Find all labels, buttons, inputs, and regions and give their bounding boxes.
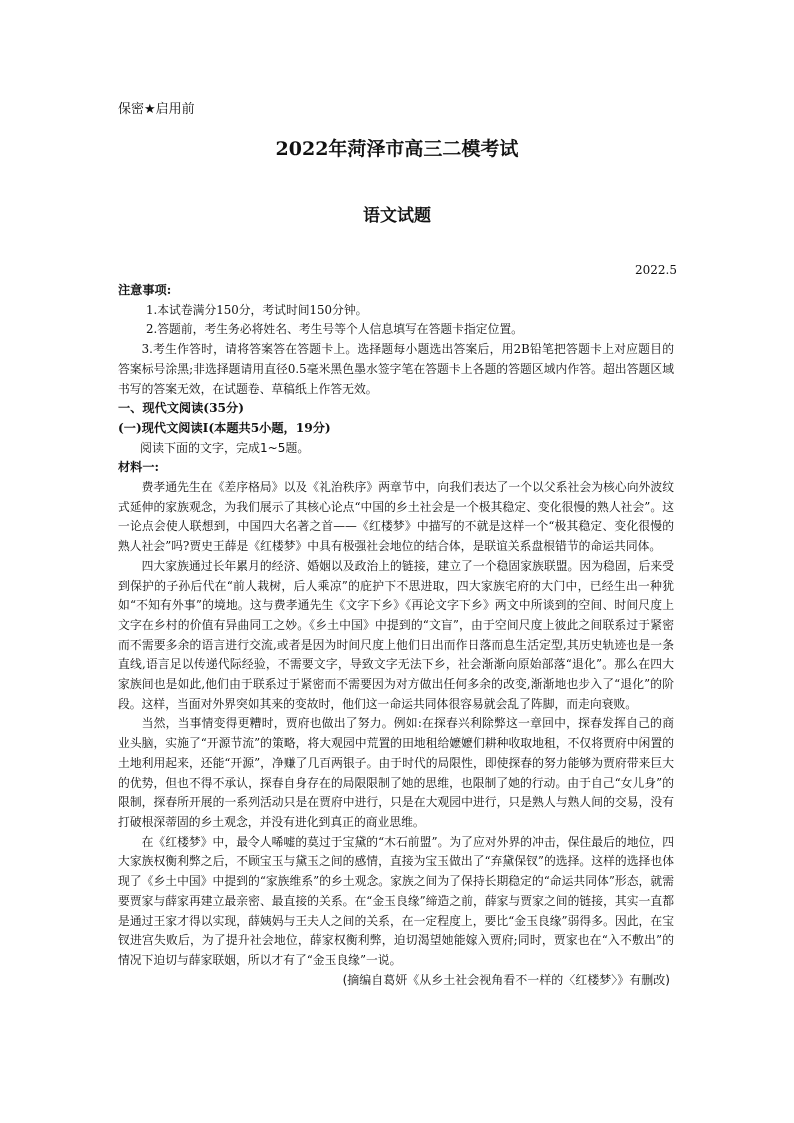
notice-item-1: 1.本试卷满分150分，考试时间150分钟。 — [146, 302, 368, 317]
notice-heading: 注意事项: — [118, 283, 172, 297]
notice-item-3: 3.考生作答时，请将答案答在答题卡上。选择题每小题选出答案后，用2B铅笔把答题卡上对应题目的答案标号涂黑;非选择题请用直径0.5毫米黑色墨水签字笔在答题卡上各题的答题区域内作答。超出答题区域书写的答案无效，在试题卷、草稿纸上作答无效。 — [118, 342, 674, 396]
material-source: (摘编自葛妍《从乡土社会视角看不一样的〈红楼梦〉》有删改) — [342, 972, 670, 987]
notice-item-2: 2.答题前，考生务必将姓名、考生号等个人信息填写在答题卡指定位置。 — [146, 322, 523, 337]
sub-section-heading: (一)现代文阅读Ⅰ(本题共5小题，19分) — [118, 420, 331, 435]
exam-subtitle: 语文试题 — [363, 206, 431, 226]
exam-title: 2022年菏泽市高三二模考试 — [275, 138, 519, 160]
confidential-label: 保密★启用前 — [118, 102, 195, 117]
material-paragraph-3: 当然，当事情变得更糟时，贾府也做出了努力。例如:在探春兴利除弊这一章回中，探春发挥自己的商业头脑，实施了“开源节流”的策略，将大观园中荒置的田地租给嬷嬷们耕种收取地租，不仅将贾府中闲置的土地利用起来，还能“开源”，净赚了几百两银子。由于时代的局限性，即使探春的努力能够为贾府带来巨大的优势，但也不得不承认，探春自身存在的局限限制了她的思维，也限制了她的行动。由于自己“女儿身”的限制，探春所开展的一系列活动只是在贾府中进行，只是在大观园中进行，只是熟人与熟人间的交易，没有打破根深蒂固的乡土观念，并没有进化到真正的商业思维。 — [118, 716, 674, 829]
material-paragraph-4: 在《红楼梦》中，最令人唏嘘的莫过于宝黛的“木石前盟”。为了应对外界的冲击，保住最后的地位，四大家族权衡利弊之后，不顾宝玉与黛玉之间的感情，直接为宝玉做出了“弃黛保钗”的选择。这样的选择也体现了《乡土中国》中提到的“家族维系”的乡土观念。家族之间为了保持长期稳定的“命运共同体”形态，就需要贾家与薛家再建立最亲密、最直接的关系。在“金玉良缘”缔造之前，薛家与贾家之间的链接，其实一直都是通过王家才得以实现，薛姨妈与王夫人之间的关系，在一定程度上，要比“金玉良缘”弱得多。因此，在宝钗进宫失败后，为了提升社会地位，薛家权衡利弊，迫切渴望她能嫁入贾府;同时，贾家也在“入不敷出”的情况下迫切与薛家联姻，所以才有了“金玉良缘”一说。 — [118, 834, 674, 967]
material-paragraph-2: 四大家族通过长年累月的经济、婚姻以及政治上的链接，建立了一个稳固家族联盟。因为稳固，后来受到保护的子孙后代在“前人栽树，后人乘凉”的庇护下不思进取，四大家族宅府的大门中，已经生出一种犹如“不知有外事”的境地。这与费孝通先生《文字下乡》《再论文字下乡》两文中所谈到的空间、时间尺度上文字在乡村的价值有异曲同工之妙。《乡土中国》中提到的“文盲”，由于空间尺度上彼此之间联系过于紧密而不需要多余的语言进行交流,或者是因为时间尺度上他们日出而作日落而息生活定型,其历史轨迹也是一条直线,语言足以传递代际经验，不需要文字，导致文字无法下乡，社会渐渐向原始部落“退化”。那么在四大家族间也是如此,他们由于联系过于紧密而不需要因为对方做出任何多余的改变,渐渐地也步入了“退化”的阶段。这样，当面对外界突如其来的变故时，他们这一命运共同体很容易就会乱了阵脚，而走向衰败。 — [118, 558, 674, 711]
section-heading: 一、现代文阅读(35分) — [118, 401, 244, 416]
exam-date: 2022.5 — [635, 263, 677, 277]
exam-content — [118, 281, 674, 990]
material-heading: 材料一: — [118, 460, 160, 475]
material-paragraph-1: 费孝通先生在《差序格局》以及《礼治秩序》两章节中，向我们表达了一个以父系社会为核心向外波纹式延伸的家族观念，为我们展示了其核心论点“中国的乡土社会是一个极其稳定、变化很慢的熟人社会”。这一论点会使人联想到，中国四大名著之首——《红楼梦》中描写的不就是这样一个“极其稳定、变化很慢的熟人社会”吗?贾史王薛是《红楼梦》中具有极强社会地位的结合体，是联谊关系盘根错节的命运共同体。 — [118, 480, 674, 554]
reading-instruction: 阅读下面的文字，完成1~5题。 — [140, 440, 310, 455]
